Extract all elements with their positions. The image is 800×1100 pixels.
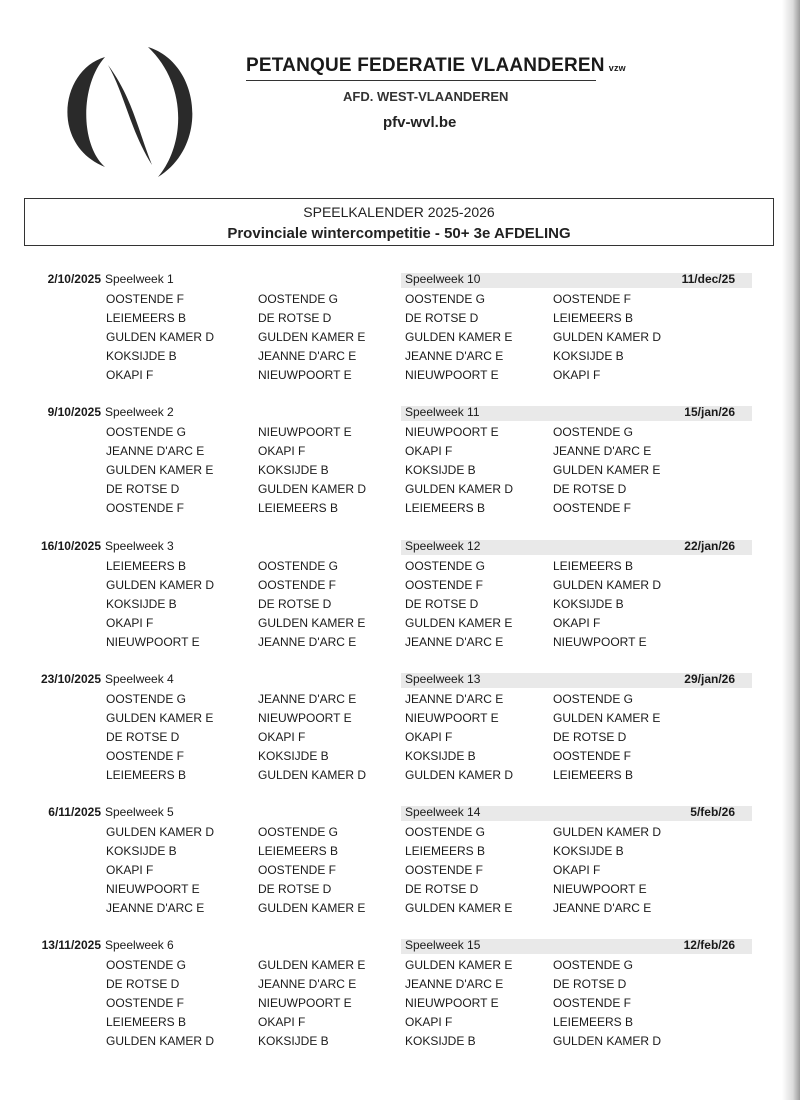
team-name: OOSTENDE G xyxy=(258,825,339,839)
team-name: NIEUWPOORT E xyxy=(258,425,352,439)
team-name: OOSTENDE F xyxy=(553,292,632,306)
team-name: NIEUWPOORT E xyxy=(106,635,200,649)
date-first-leg: 9/10/2025 xyxy=(47,405,101,419)
pfv-logo-icon xyxy=(50,35,210,185)
scan-edge xyxy=(782,0,800,1100)
week-label-return-leg: Speelweek 14 xyxy=(405,805,481,819)
team-name: JEANNE D'ARC E xyxy=(405,692,504,706)
team-name: NIEUWPOORT E xyxy=(405,368,499,382)
team-name: GULDEN KAMER D xyxy=(106,330,215,344)
team-name: OOSTENDE G xyxy=(553,958,634,972)
team-name: OOSTENDE G xyxy=(258,292,339,306)
team-name: OOSTENDE G xyxy=(553,425,634,439)
week-label-first-leg: Speelweek 1 xyxy=(105,272,174,286)
team-name: GULDEN KAMER D xyxy=(553,1034,662,1048)
team-name: DE ROTSE D xyxy=(405,311,479,325)
competition-subtitle: Provinciale wintercompetitie - 50+ 3e AFDELING xyxy=(227,225,571,242)
week-label-return-leg: Speelweek 10 xyxy=(405,272,481,286)
team-name: OOSTENDE F xyxy=(405,578,484,592)
team-name: OKAPI F xyxy=(405,730,453,744)
team-name: LEIEMEERS B xyxy=(405,844,486,858)
team-name: GULDEN KAMER D xyxy=(553,825,662,839)
team-name: NIEUWPOORT E xyxy=(258,368,352,382)
team-name: JEANNE D'ARC E xyxy=(258,349,357,363)
team-name: DE ROTSE D xyxy=(258,882,332,896)
team-name: OOSTENDE G xyxy=(106,958,187,972)
team-name: GULDEN KAMER D xyxy=(258,482,367,496)
team-name: OOSTENDE F xyxy=(258,578,337,592)
team-name: JEANNE D'ARC E xyxy=(405,349,504,363)
team-name: DE ROTSE D xyxy=(553,730,627,744)
team-name: DE ROTSE D xyxy=(553,482,627,496)
team-name: NIEUWPOORT E xyxy=(405,996,499,1010)
team-name: JEANNE D'ARC E xyxy=(405,977,504,991)
team-name: GULDEN KAMER D xyxy=(405,768,514,782)
team-name: GULDEN KAMER E xyxy=(258,616,366,630)
team-name: DE ROTSE D xyxy=(258,311,332,325)
team-name: OKAPI F xyxy=(553,863,601,877)
date-return-leg: 15/jan/26 xyxy=(684,405,735,419)
team-name: OOSTENDE F xyxy=(106,749,185,763)
date-return-leg: 5/feb/26 xyxy=(690,805,735,819)
team-name: GULDEN KAMER D xyxy=(553,330,662,344)
team-name: OKAPI F xyxy=(106,368,154,382)
team-name: KOKSIJDE B xyxy=(258,463,329,477)
calendar-title-box xyxy=(24,198,774,246)
week-label-return-leg: Speelweek 15 xyxy=(405,938,481,952)
team-name: JEANNE D'ARC E xyxy=(106,901,205,915)
date-return-leg: 12/feb/26 xyxy=(683,938,735,952)
team-name: LEIEMEERS B xyxy=(106,768,187,782)
team-name: OOSTENDE F xyxy=(258,863,337,877)
team-name: OOSTENDE F xyxy=(553,501,632,515)
date-return-leg: 22/jan/26 xyxy=(684,539,735,553)
team-name: NIEUWPOORT E xyxy=(553,882,647,896)
team-name: JEANNE D'ARC E xyxy=(258,692,357,706)
team-name: OKAPI F xyxy=(553,368,601,382)
team-name: GULDEN KAMER D xyxy=(258,768,367,782)
team-name: OOSTENDE G xyxy=(258,559,339,573)
week-block xyxy=(0,672,800,802)
team-name: OKAPI F xyxy=(258,444,306,458)
team-name: OOSTENDE G xyxy=(405,559,486,573)
team-name: DE ROTSE D xyxy=(106,482,180,496)
team-name: OOSTENDE G xyxy=(106,692,187,706)
team-name: OOSTENDE F xyxy=(106,501,185,515)
team-name: GULDEN KAMER E xyxy=(553,711,661,725)
team-name: DE ROTSE D xyxy=(405,882,479,896)
date-first-leg: 16/10/2025 xyxy=(40,539,101,553)
team-name: OOSTENDE G xyxy=(553,692,634,706)
team-name: DE ROTSE D xyxy=(405,597,479,611)
team-name: GULDEN KAMER E xyxy=(106,463,214,477)
week-label-first-leg: Speelweek 2 xyxy=(105,405,174,419)
team-name: LEIEMEERS B xyxy=(106,559,187,573)
team-name: GULDEN KAMER E xyxy=(258,330,366,344)
team-name: JEANNE D'ARC E xyxy=(258,977,357,991)
team-name: LEIEMEERS B xyxy=(258,501,339,515)
week-label-first-leg: Speelweek 5 xyxy=(105,805,174,819)
team-name: OOSTENDE F xyxy=(405,863,484,877)
team-name: OOSTENDE F xyxy=(106,996,185,1010)
team-name: DE ROTSE D xyxy=(258,597,332,611)
team-name: LEIEMEERS B xyxy=(258,844,339,858)
team-name: GULDEN KAMER E xyxy=(405,616,513,630)
team-name: LEIEMEERS B xyxy=(553,559,634,573)
date-return-leg: 29/jan/26 xyxy=(684,672,735,686)
team-name: GULDEN KAMER D xyxy=(106,825,215,839)
team-name: KOKSIJDE B xyxy=(106,844,177,858)
date-first-leg: 2/10/2025 xyxy=(47,272,101,286)
team-name: KOKSIJDE B xyxy=(553,844,624,858)
calendar-title: SPEELKALENDER 2025-2026 xyxy=(303,204,495,220)
team-name: KOKSIJDE B xyxy=(258,749,329,763)
division-name: AFD. WEST-VLAANDEREN xyxy=(343,89,509,104)
website-link[interactable]: pfv-wvl.be xyxy=(383,114,457,131)
team-name: OKAPI F xyxy=(106,616,154,630)
date-first-leg: 23/10/2025 xyxy=(40,672,101,686)
team-name: JEANNE D'ARC E xyxy=(553,901,652,915)
team-name: GULDEN KAMER D xyxy=(553,578,662,592)
team-name: OOSTENDE G xyxy=(106,425,187,439)
team-name: OOSTENDE G xyxy=(405,825,486,839)
team-name: OKAPI F xyxy=(553,616,601,630)
date-return-leg: 11/dec/25 xyxy=(681,272,735,286)
team-name: KOKSIJDE B xyxy=(106,349,177,363)
team-name: JEANNE D'ARC E xyxy=(553,444,652,458)
team-name: KOKSIJDE B xyxy=(553,597,624,611)
team-name: OOSTENDE G xyxy=(405,292,486,306)
team-name: KOKSIJDE B xyxy=(106,597,177,611)
team-name: OOSTENDE F xyxy=(553,749,632,763)
team-name: NIEUWPOORT E xyxy=(553,635,647,649)
team-name: KOKSIJDE B xyxy=(553,349,624,363)
team-name: JEANNE D'ARC E xyxy=(405,635,504,649)
team-name: GULDEN KAMER D xyxy=(106,578,215,592)
team-name: KOKSIJDE B xyxy=(258,1034,329,1048)
week-block xyxy=(0,272,800,402)
team-name: GULDEN KAMER D xyxy=(106,1034,215,1048)
team-name: OKAPI F xyxy=(106,863,154,877)
team-name: LEIEMEERS B xyxy=(405,501,486,515)
team-name: NIEUWPOORT E xyxy=(258,996,352,1010)
team-name: NIEUWPOORT E xyxy=(106,882,200,896)
week-block xyxy=(0,539,800,669)
week-block xyxy=(0,805,800,935)
team-name: NIEUWPOORT E xyxy=(258,711,352,725)
week-label-first-leg: Speelweek 3 xyxy=(105,539,174,553)
week-label-return-leg: Speelweek 11 xyxy=(405,405,480,419)
team-name: DE ROTSE D xyxy=(106,977,180,991)
team-name: GULDEN KAMER E xyxy=(405,330,513,344)
date-first-leg: 6/11/2025 xyxy=(48,805,101,819)
team-name: DE ROTSE D xyxy=(106,730,180,744)
team-name: JEANNE D'ARC E xyxy=(106,444,205,458)
team-name: GULDEN KAMER E xyxy=(405,901,513,915)
team-name: GULDEN KAMER E xyxy=(553,463,661,477)
team-name: GULDEN KAMER E xyxy=(258,901,366,915)
team-name: DE ROTSE D xyxy=(553,977,627,991)
team-name: LEIEMEERS B xyxy=(553,768,634,782)
week-label-first-leg: Speelweek 4 xyxy=(105,672,174,686)
team-name: OKAPI F xyxy=(405,444,453,458)
team-name: KOKSIJDE B xyxy=(405,749,476,763)
team-name: OKAPI F xyxy=(258,1015,306,1029)
date-first-leg: 13/11/2025 xyxy=(41,938,101,952)
team-name: OOSTENDE F xyxy=(106,292,185,306)
team-name: KOKSIJDE B xyxy=(405,1034,476,1048)
week-label-return-leg: Speelweek 13 xyxy=(405,672,481,686)
team-name: OKAPI F xyxy=(258,730,306,744)
team-name: JEANNE D'ARC E xyxy=(258,635,357,649)
team-name: LEIEMEERS B xyxy=(553,311,634,325)
org-title: PETANQUE FEDERATIE VLAANDEREN vzw xyxy=(246,55,596,81)
team-name: LEIEMEERS B xyxy=(553,1015,634,1029)
team-name: GULDEN KAMER E xyxy=(405,958,513,972)
team-name: NIEUWPOORT E xyxy=(405,711,499,725)
week-block xyxy=(0,938,800,1068)
week-label-return-leg: Speelweek 12 xyxy=(405,539,481,553)
team-name: GULDEN KAMER D xyxy=(405,482,514,496)
team-name: KOKSIJDE B xyxy=(405,463,476,477)
team-name: GULDEN KAMER E xyxy=(258,958,366,972)
team-name: GULDEN KAMER E xyxy=(106,711,214,725)
team-name: OOSTENDE F xyxy=(553,996,632,1010)
team-name: LEIEMEERS B xyxy=(106,311,187,325)
week-block xyxy=(0,405,800,535)
team-name: NIEUWPOORT E xyxy=(405,425,499,439)
week-label-first-leg: Speelweek 6 xyxy=(105,938,174,952)
team-name: LEIEMEERS B xyxy=(106,1015,187,1029)
team-name: OKAPI F xyxy=(405,1015,453,1029)
